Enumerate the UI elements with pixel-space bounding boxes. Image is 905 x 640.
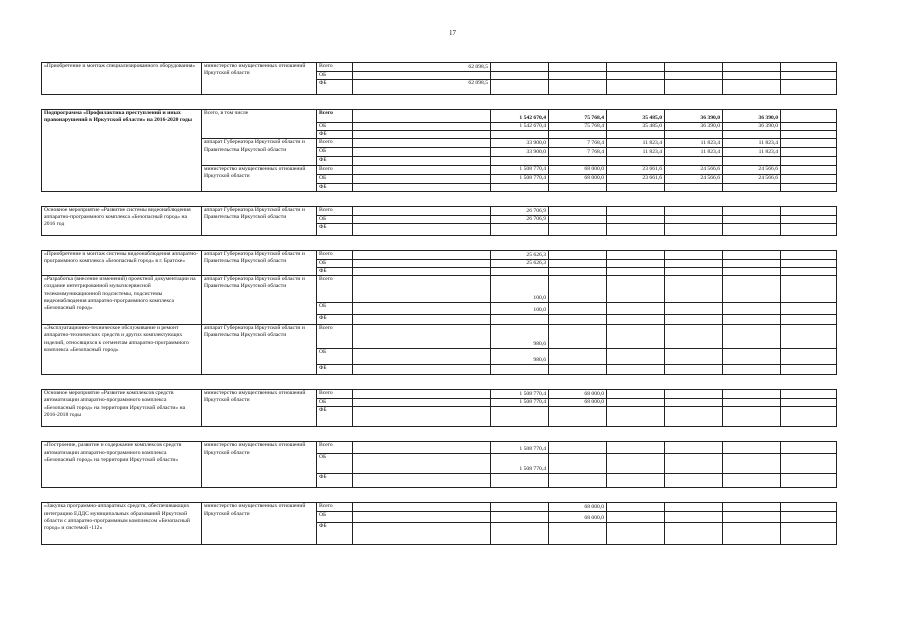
value-cell: 24 566,6 — [723, 165, 781, 174]
value-cell: 23 661,6 — [607, 174, 665, 183]
table-row — [42, 390, 837, 399]
value-cell: 36 390,0 — [665, 110, 723, 123]
value-cell: 7 768,4 — [549, 139, 607, 148]
row-type-label: Всего — [317, 165, 353, 174]
value-cell: 33 900,0 — [491, 148, 549, 157]
value-cell: 25 626,3 — [491, 250, 549, 259]
executor-name: Всего, в том числе — [202, 110, 317, 139]
row-type-label: ОБ — [317, 148, 353, 157]
row-type-label: ОБ — [317, 454, 353, 474]
row-type-label: ФБ — [317, 523, 353, 545]
row-type-label: ОБ — [317, 259, 353, 267]
row-type-label: ОБ — [317, 215, 353, 223]
row-type-label: ОБ — [317, 174, 353, 183]
row-type-label: Всего — [317, 63, 353, 72]
subprogram-name: Подпрограмма «Профилактика преступлений и иных правонарушений в Иркутской области» на 2016-2020 годы — [42, 110, 202, 192]
value-cell: 68 000,0 — [549, 503, 607, 512]
row-type-label: ФБ — [317, 268, 353, 276]
row-type-label: ФБ — [317, 131, 353, 139]
row-type-label: ОБ — [317, 72, 353, 80]
value-cell: 68 000,0 — [549, 390, 607, 399]
value-cell: 1 508 770,4 — [491, 390, 549, 399]
row-type-label: ФБ — [317, 315, 353, 325]
value-cell: 75 768,4 — [549, 110, 607, 123]
value-cell: 68 000,0 — [549, 174, 607, 183]
row-type-label: Всего — [317, 276, 353, 303]
value-cell: 25 626,3 — [491, 259, 549, 267]
value-cell: 24 566,6 — [723, 174, 781, 183]
table-row — [42, 63, 837, 72]
budget-table — [41, 62, 837, 545]
value-cell: 75 768,4 — [549, 123, 607, 131]
value-cell: 68 000,0 — [549, 512, 607, 523]
measure-name: «Построение, развитие и содержание комплексов средств автоматизации аппаратно-программного комплекса «Безопасный город» на территории Иркутской области» — [42, 442, 202, 488]
row-type-label: Всего — [317, 325, 353, 349]
value-cell: 1 508 770,4 — [491, 454, 549, 474]
row-type-label: Всего — [317, 206, 353, 215]
executor-name: министерство имущественных отношений Иркутской области — [202, 442, 317, 488]
row-type-label: Всего — [317, 139, 353, 148]
row-type-label: Всего — [317, 250, 353, 259]
row-type-label: ФБ — [317, 223, 353, 235]
row-type-label: Всего — [317, 110, 353, 123]
row-type-label: ФБ — [317, 365, 353, 375]
value-cell: 1 542 670,4 — [491, 110, 549, 123]
measure-name: «Закупка программно-аппаратных средств, обеспечивающих интеграцию ЕДДС муниципальных образований Иркутской области с аппаратно-программным комплексом «Безопасный город» и системой -112» — [42, 503, 202, 545]
value-cell: 1 542 670,4 — [491, 123, 549, 131]
value-cell: 26 706,9 — [491, 215, 549, 223]
value-cell: 36 390,0 — [665, 123, 723, 131]
row-type-label: ОБ — [317, 512, 353, 523]
row-type-label: ОБ — [317, 349, 353, 365]
executor-name: аппарат Губернатора Иркутской области и Правительства Иркутской области — [202, 276, 317, 325]
value-cell: 1 508 770,4 — [491, 174, 549, 183]
executor-name: аппарат Губернатора Иркутской области и Правительства Иркутской области — [202, 206, 317, 235]
row-type-label: ОБ — [317, 399, 353, 407]
value-cell: 100,0 — [491, 303, 549, 315]
executor-name: министерство имущественных отношений Иркутской области — [202, 63, 317, 95]
table-row — [42, 503, 837, 512]
executor-name: аппарат Губернатора Иркутской области и Правительства Иркутской области — [202, 325, 317, 375]
value-cell: 23 661,6 — [607, 165, 665, 174]
executor-name: аппарат Губернатора Иркутской области и Правительства Иркутской области — [202, 250, 317, 275]
row-type-label: Всего — [317, 503, 353, 512]
row-type-label: ОБ — [317, 303, 353, 315]
value-cell: 24 566,6 — [665, 174, 723, 183]
measure-name: «Приобретение и монтаж системы видеонаблюдения аппаратно-программного комплекса «Безопасный город» в г. Братске» — [42, 250, 202, 275]
value-cell: 36 390,0 — [723, 110, 781, 123]
value-cell: 11 823,4 — [723, 139, 781, 148]
executor-name: министерство имущественных отношений Иркутской области — [202, 503, 317, 545]
row-type-label: ФБ — [317, 80, 353, 95]
value-cell: 33 900,0 — [491, 139, 549, 148]
executor-name: министерство имущественных отношений Иркутской области — [202, 165, 317, 191]
row-type-label: ФБ — [317, 407, 353, 427]
value-cell: 36 390,0 — [723, 123, 781, 131]
value-cell: 1 508 770,4 — [491, 165, 549, 174]
row-type-label: Всего — [317, 390, 353, 399]
row-type-label: ФБ — [317, 157, 353, 165]
value-cell: 980,6 — [491, 349, 549, 365]
table-row — [42, 442, 837, 454]
value-cell: 11 823,4 — [665, 139, 723, 148]
value-cell: 980,6 — [491, 325, 549, 349]
value-cell: 11 823,4 — [723, 148, 781, 157]
row-type-label: Всего — [317, 442, 353, 454]
value-cell: 68 000,0 — [549, 399, 607, 407]
measure-name: Основное мероприятие «Развитие комплексов средств автоматизации аппаратно-программного комплекса «Безопасный город» на территории Иркутской области» на 2016-2018 годы — [42, 390, 202, 427]
value-cell: 68 000,0 — [549, 165, 607, 174]
table-row — [42, 325, 837, 349]
measure-name: Основное мероприятие «Развитие системы видеонаблюдения аппаратно-программного комплекса «Безопасный город» на 2016 год — [42, 206, 202, 235]
row-type-label: ОБ — [317, 123, 353, 131]
measure-name: «Разработка (внесение изменений) проектной документации на создание интегрированной мультисервисной телекоммуникационной подсистемы, подсистемы видеонаблюдения аппаратно-программного комплекса «Безопасный город» — [42, 276, 202, 325]
page-number: 17 — [449, 29, 456, 37]
value-cell: 26 706,9 — [491, 206, 549, 215]
value-cell: 35 485,0 — [607, 123, 665, 131]
table-row — [42, 110, 837, 123]
value-cell: 24 566,6 — [665, 165, 723, 174]
value-cell: 62 098,5 — [353, 80, 491, 95]
value-cell: 62 098,5 — [353, 63, 491, 72]
value-cell: 11 823,4 — [665, 148, 723, 157]
value-cell: 7 768,4 — [549, 148, 607, 157]
executor-name: министерство имущественных отношений Иркутской области — [202, 390, 317, 427]
executor-name: аппарат Губернатора Иркутской области и Правительства Иркутской области — [202, 139, 317, 165]
value-cell: 100,0 — [491, 276, 549, 303]
value-cell: 35 485,0 — [607, 110, 665, 123]
table-row — [42, 250, 837, 259]
value-cell: 1 508 770,4 — [491, 399, 549, 407]
value-cell: 11 823,4 — [607, 148, 665, 157]
measure-name: «Эксплуатационно-техническое обслуживание и ремонт аппаратно-технических средств и других комплектующих изделий, относящихся к сегментам аппаратно-программного комплекса «Безопасный город» — [42, 325, 202, 375]
row-type-label: ФБ — [317, 474, 353, 488]
row-type-label: ФБ — [317, 183, 353, 191]
value-cell: 1 508 770,4 — [491, 442, 549, 454]
measure-name: «Приобретение и монтаж специализированного оборудования» — [42, 63, 202, 95]
table-row — [42, 206, 837, 215]
value-cell: 11 823,4 — [607, 139, 665, 148]
table-row — [42, 276, 837, 303]
